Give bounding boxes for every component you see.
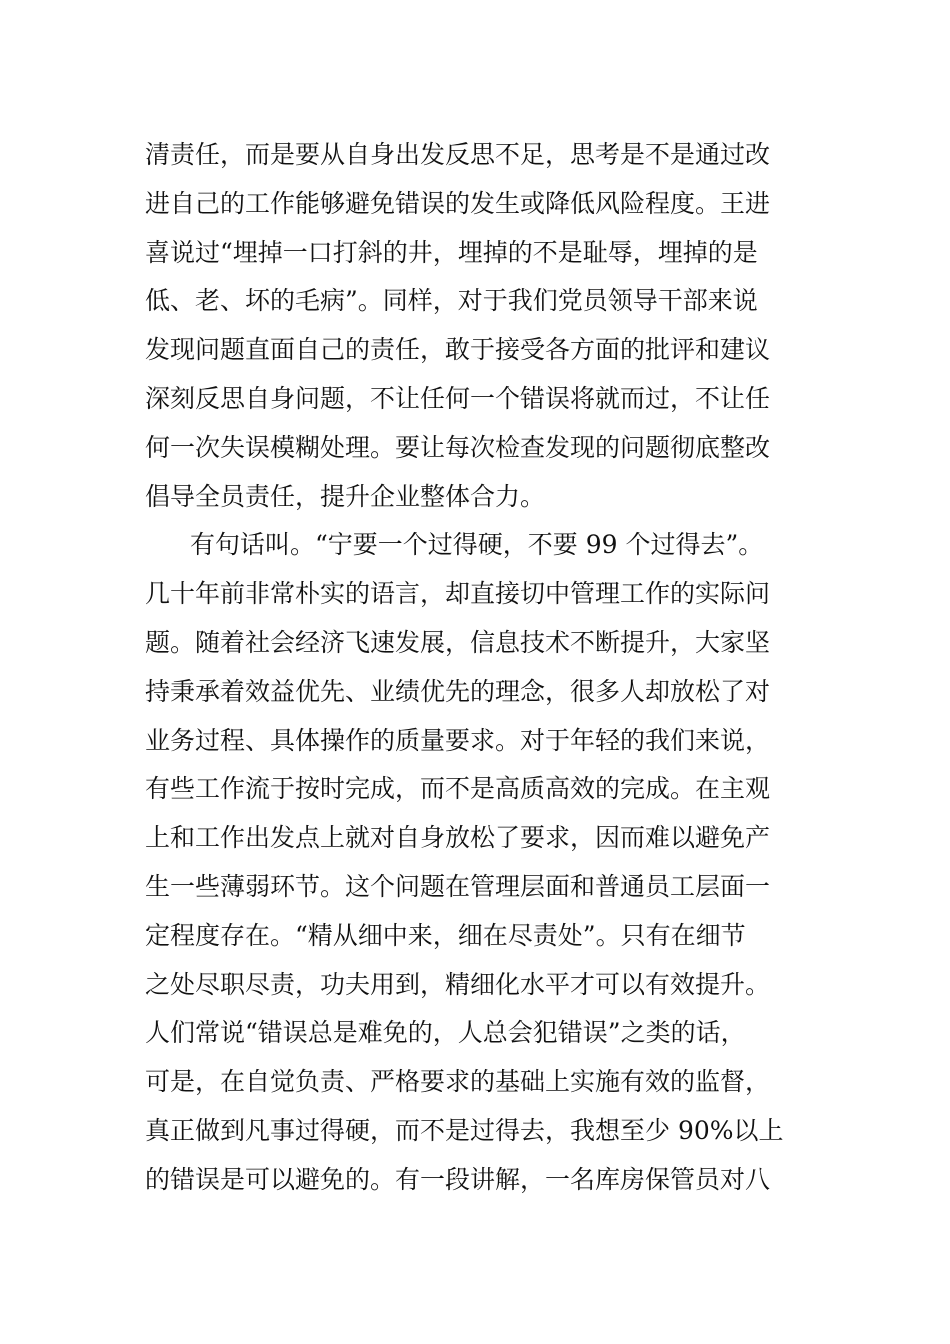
text-line: 的错误是可以避免的。有一段讲解，一名库房保管员对八: [145, 1164, 771, 1194]
text-line: 题。随着社会经济飞速发展，信息技术不断提升，大家坚: [145, 627, 771, 657]
text-line: 生一些薄弱环节。这个问题在管理层面和普通员工层面一: [145, 871, 771, 901]
text-line: 深刻反思自身问题，不让任何一个错误将就而过，不让任: [145, 383, 771, 413]
text-line: 何一次失误模糊处理。要让每次检查发现的问题彻底整改: [145, 432, 771, 462]
text-line: 可是，在自觉负责、严格要求的基础上实施有效的监督，: [145, 1067, 771, 1097]
text-line: 低、老、坏的毛病”。同样，对于我们党员领导干部来说: [145, 286, 758, 316]
text-line: 清责任，而是要从自身出发反思不足，思考是不是通过改: [145, 140, 771, 169]
text-line: 有句话叫。“宁要一个过得硬，不要 99 个过得去”。: [190, 530, 764, 560]
text-line: 有些工作流于按时完成，而不是高质高效的完成。在主观: [145, 774, 771, 804]
body-text: [145, 131, 810, 1205]
text-line: 上和工作出发点上就对自身放松了要求，因而难以避免产: [145, 823, 771, 853]
text-line: 定程度存在。“精从细中来，细在尽责处”。只有在细节: [145, 920, 746, 950]
text-line: 喜说过“埋掉一口打斜的井，埋掉的不是耻辱，埋掉的是: [145, 237, 758, 267]
text-line: 真正做到凡事过得硬，而不是过得去，我想至少 90%以上: [145, 1115, 784, 1145]
text-line: 持秉承着效益优先、业绩优先的理念，很多人却放松了对: [145, 676, 771, 706]
text-line: 几十年前非常朴实的语言，却直接切中管理工作的实际问: [145, 579, 771, 609]
text-line: 发现问题直面自己的责任，敢于接受各方面的批评和建议: [145, 335, 771, 365]
text-line: 业务过程、具体操作的质量要求。对于年轻的我们来说，: [145, 725, 771, 755]
text-line: 进自己的工作能够避免错误的发生或降低风险程度。王进: [145, 188, 771, 218]
text-line: 之处尽职尽责，功夫用到，精细化水平才可以有效提升。: [145, 969, 771, 999]
text-line: 人们常说“错误总是难免的，人总会犯错误”之类的话，: [145, 1018, 746, 1048]
text-line: 倡导全员责任，提升企业整体合力。: [145, 481, 546, 511]
